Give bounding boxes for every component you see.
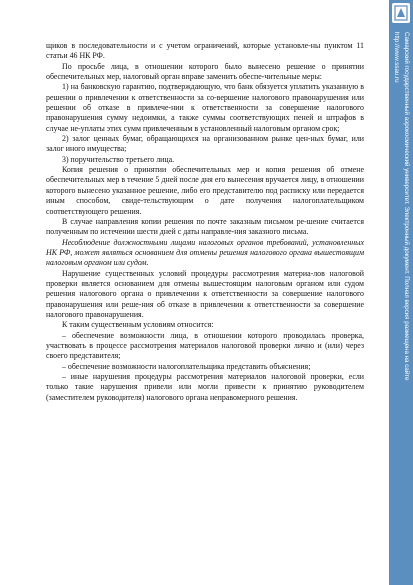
watermark-line2: http://www.ssau.ru	[393, 32, 400, 83]
list-item: – обеспечение возможности лица, в отношении которого проводилась проверка, участвовать в процессе рассмотрения материалов налоговой проверки лично и (или) через своего представителя;	[46, 330, 364, 361]
watermark-line1: Самарский государственный аэрокосмический университет. Электронный документ. Полная версия размещена на сайте	[403, 32, 410, 381]
side-watermark-bar	[389, 0, 413, 585]
list-item: – обеспечение возможности налогоплательщика представить объяснения;	[62, 361, 311, 371]
paragraph: По просьбе лица, в отношении которого было вынесено решение о принятии обеспечительных мер, налоговый орган вправе заменить обеспе-чительные меры:	[46, 61, 364, 82]
italic-paragraph: Несоблюдение должностными лицами налоговых органов требований, установленных НК РФ, может являться основанием для отмены решения налогового органа вышестоящим налоговым органом или судом.	[46, 237, 364, 268]
list-item: – иные нарушения процедуры рассмотрения материалов налоговой проверки, если только такие нарушения привели или могли привести к принятию руководителем (заместителем руководителя) налогового органа неправомерного решения.	[46, 372, 364, 402]
body-text	[46, 41, 364, 403]
watermark-notice	[391, 32, 411, 380]
paragraph: В случае направления копии решения по почте заказным письмом ре-шение считается полученным по истечении шести дней с даты направле-ния заказного письма.	[46, 216, 364, 237]
paragraph: Нарушение существенных условий процедуры рассмотрения материа-лов налоговой проверки является основанием для отмены вышестоящим налоговым органом или судом решения налогового органа о привлечении к ответственности за совершение налогового правонарушения или реше-ния об отказе в привлечении к ответственности за совершение налогового правонарушения.	[46, 268, 364, 319]
paragraph: К таким существенным условиям относится:	[62, 320, 214, 330]
list-item: 3) поручительство третьего лица.	[62, 154, 175, 164]
list-item: 2) залог ценных бумаг, обращающихся на организованном рынке цен-ных бумаг, или залог иного имущества;	[46, 134, 364, 154]
paragraph: Копия решения о принятии обеспечительных мер и копия решения об отмене обеспечительных мер в течение 5 дней после дня его вынесения вручается лицу, в отношении которого вынесено указанное решение, либо его представителю под расписку или передается иным способом, свиде-тельствующим о дате получения налогоплательщиком соответствующего решения.	[46, 165, 364, 216]
list-item: 1) на банковскую гарантию, подтверждающую, что банк обязуется уплатить указанную в решении о привлечении к ответственности за со-вершение налогового правонарушения или решении об отказе в привлече-нии к ответственности за совершение налогового правонарушения сумму недоимки, а также суммы соответствующих пеней и штрафов в случае не-уплаты этих сумм привлеченным в установленный налоговым органом срок;	[46, 82, 364, 133]
paragraph: щиков в последовательности и с учетом ограничений, которые установле-ны пунктом 11 статьи 46 НК РФ.	[46, 41, 364, 61]
university-logo-icon	[392, 3, 410, 23]
